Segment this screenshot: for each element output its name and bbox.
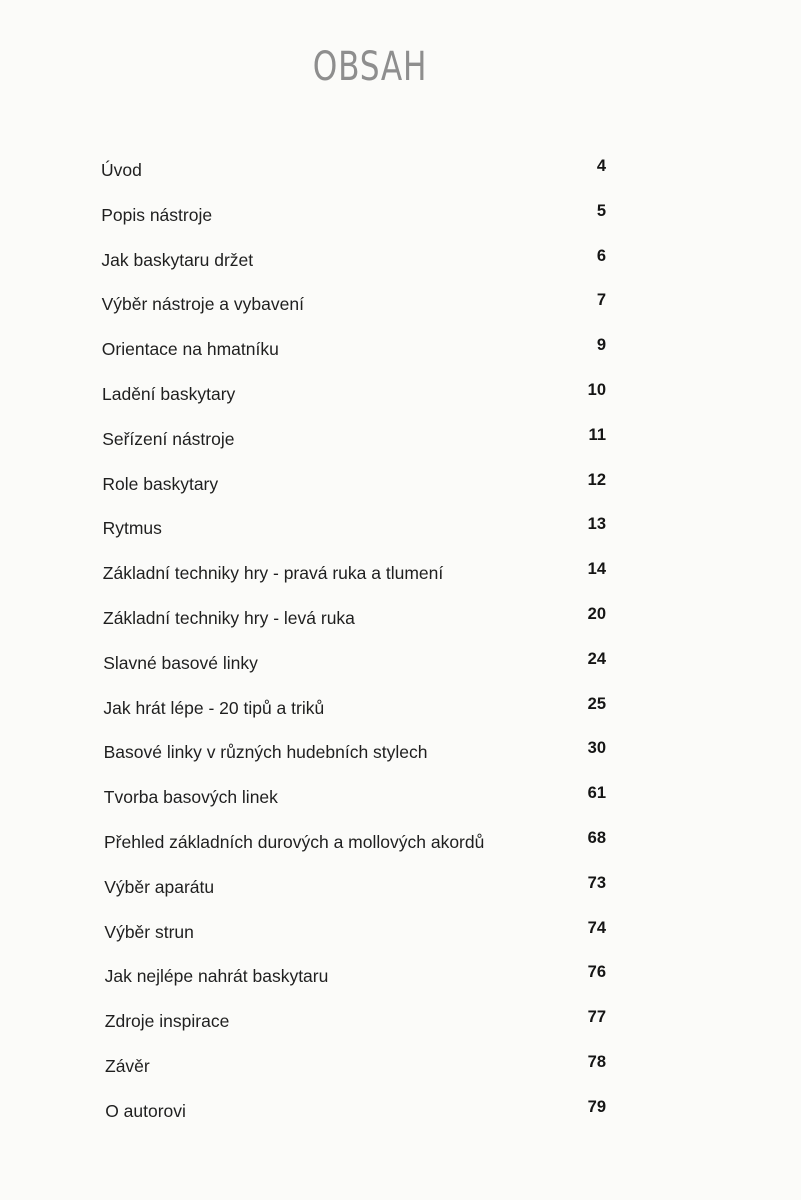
- toc-entry-page: 68: [587, 828, 606, 847]
- toc-entry: [0, 956, 801, 1001]
- toc-entry-page: 6: [596, 246, 606, 265]
- toc-entry-page: 20: [587, 604, 606, 623]
- toc-entry-label: Orientace na hmatníku: [101, 339, 279, 360]
- toc-entry: [0, 598, 801, 643]
- toc-entry-label: Role baskytary: [102, 473, 219, 494]
- toc-entry-page: 77: [587, 1008, 606, 1027]
- toc-entry: [0, 867, 801, 912]
- toc-entry-page: 14: [587, 560, 606, 579]
- toc-entry-label: Tvorba basových linek: [103, 787, 278, 808]
- toc-entry: [0, 150, 801, 195]
- toc-entry: [0, 688, 801, 733]
- toc-entry-label: Úvod: [101, 160, 142, 180]
- toc-entry-page: 79: [587, 1097, 606, 1116]
- toc-entry-label: Výběr nástroje a vybavení: [101, 294, 304, 315]
- toc-entry-label: O autorovi: [105, 1100, 186, 1121]
- toc-entry-page: 5: [596, 201, 606, 220]
- toc-entry: [0, 553, 801, 598]
- toc-entry-label: Základní techniky hry - pravá ruka a tlumení: [102, 563, 444, 584]
- toc-entry: [0, 822, 801, 867]
- toc-entry-page: 25: [587, 694, 606, 713]
- toc-entry: [0, 240, 801, 285]
- toc-entry-page: 7: [596, 291, 606, 310]
- toc-entry-label: Výběr strun: [104, 921, 194, 942]
- toc-entry-label: Rytmus: [102, 518, 162, 539]
- toc-entry-page: 78: [587, 1052, 606, 1071]
- toc-entry: [0, 374, 801, 419]
- toc-entry: [0, 284, 801, 329]
- toc-entry: [0, 912, 801, 957]
- toc-entry-label: Výběr aparátu: [104, 876, 215, 897]
- toc-entry: [0, 1001, 801, 1046]
- toc-entry-label: Slavné basové linky: [103, 652, 258, 673]
- toc-entry: [0, 643, 801, 688]
- toc-entry-label: Seřízení nástroje: [102, 428, 235, 449]
- toc-entry: [0, 1046, 801, 1091]
- toc-entry-label: Popis nástroje: [101, 204, 213, 225]
- toc-entry-page: 12: [587, 470, 606, 489]
- toc-entry-label: Základní techniky hry - levá ruka: [103, 607, 355, 628]
- toc-entry-label: Zdroje inspirace: [104, 1011, 230, 1032]
- toc-entry: [0, 508, 801, 553]
- toc-entry-page: 61: [587, 784, 606, 803]
- toc-entry-page: 4: [596, 157, 606, 175]
- toc-entry-page: 30: [587, 739, 606, 758]
- toc-entry-page: 24: [587, 649, 606, 668]
- toc-entry: [0, 329, 801, 374]
- toc-entry-page: 13: [587, 515, 606, 534]
- toc-entry-label: Jak baskytaru držet: [101, 249, 254, 270]
- toc-entry: [0, 419, 801, 464]
- toc-entry-label: Přehled základních durových a mollových akordů: [104, 831, 485, 852]
- toc-entry-page: 9: [596, 336, 606, 355]
- toc-entry-label: Jak nejlépe nahrát baskytaru: [104, 966, 329, 987]
- toc-entry-label: Ladění baskytary: [102, 383, 236, 404]
- toc-entry-page: 11: [588, 425, 606, 444]
- toc-entry: [0, 732, 801, 777]
- page-title: OBSAH: [312, 44, 428, 90]
- toc-entry: [0, 777, 801, 822]
- toc-entry: [0, 195, 801, 240]
- toc-entry-page: 76: [587, 963, 606, 982]
- toc-entry-label: Závěr: [105, 1055, 150, 1076]
- toc-entry: [0, 1091, 801, 1136]
- toc-entry: [0, 464, 801, 509]
- toc-entry-label: Jak hrát lépe - 20 tipů a triků: [103, 697, 325, 718]
- toc-entry-label: Basové linky v různých hudebních stylech: [103, 742, 428, 763]
- table-of-contents: [0, 150, 801, 1136]
- toc-entry-page: 74: [587, 918, 606, 937]
- toc-entry-page: 73: [587, 873, 606, 892]
- toc-entry-page: 10: [587, 380, 606, 399]
